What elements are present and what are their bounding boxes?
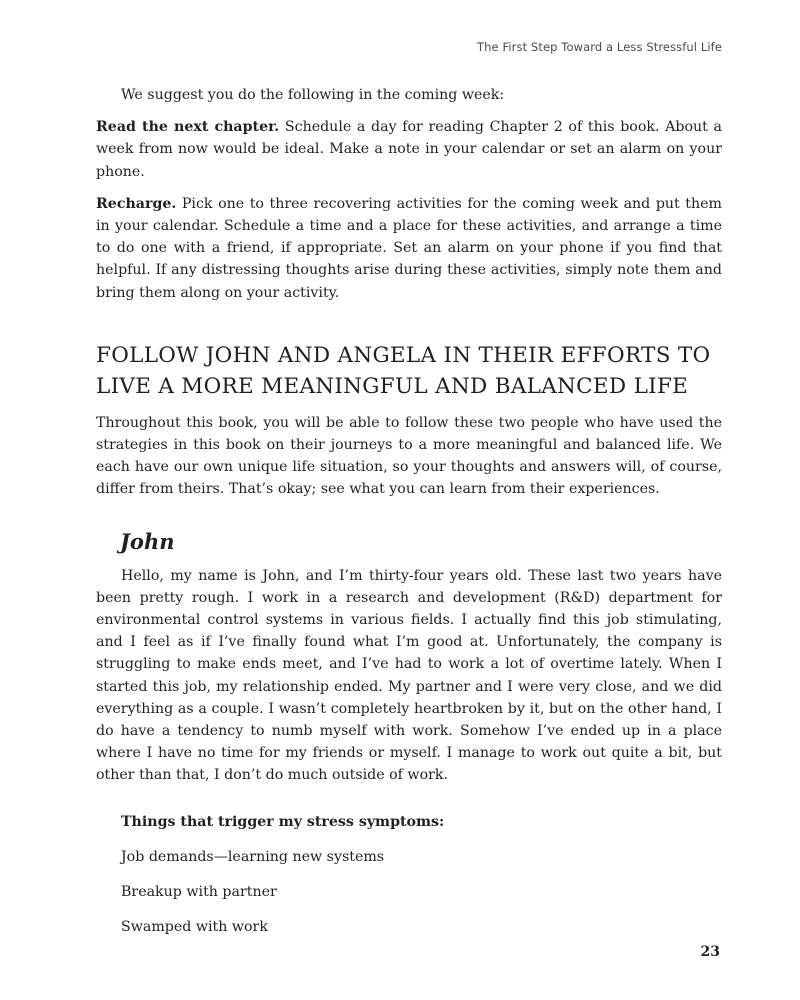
task-text: Schedule a day for reading Chapter 2 of this book. About a week from now would be ideal. Make a note in your calendar or set an alarm on your phone.: [96, 119, 722, 180]
section-heading: [96, 340, 722, 402]
triggers-heading: Things that trigger my stress symptoms:: [121, 813, 445, 830]
task-read-next-chapter: [96, 116, 722, 183]
trigger-item: Breakup with partner: [121, 883, 277, 900]
task-label: Recharge.: [96, 195, 177, 212]
page-number: 23: [700, 944, 720, 960]
section-paragraph: Throughout this book, you will be able to follow these two people who have used the strategies in this book on their journeys to a more meaningful and balanced life. We each have our own unique life situation, so your thoughts and answers will, of course, differ from theirs. That’s okay; see what you can learn from their experiences.: [96, 414, 722, 498]
section-heading-line-1: FOLLOW JOHN AND ANGELA IN THEIR EFFORTS TO: [96, 342, 711, 368]
task-recharge: [96, 193, 722, 304]
trigger-item: Job demands—learning new systems: [121, 848, 385, 865]
trigger-item: Swamped with work: [121, 918, 268, 935]
john-heading: John: [120, 528, 175, 554]
task-text: Pick one to three recovering activities for the coming week and put them in your calendar. Schedule a time and a place for these activities, and arrange a time to do one with a friend, if appropriate. Set an alarm on your phone if you find that helpful. If any distressing thoughts arise during these activities, simply note them and bring them along on your activity.: [96, 195, 722, 301]
page-body: [96, 84, 722, 938]
section-heading-line-2: LIVE A MORE MEANINGFUL AND BALANCED LIFE: [96, 373, 689, 399]
john-paragraph: Hello, my name is John, and I’m thirty-four years old. These last two years have been pretty rough. I work in a research and development (R&D) department for environmental control systems in various fields. I actually find this job stimulating, and I feel as if I’ve finally found what I’m good at. Unfortunately, the company is struggling to make ends meet, and I’ve had to work a lot of overtime lately. When I started this job, my relationship ended. My partner and I were very close, and we did everything as a couple. I wasn’t completely heartbroken by it, but on the other hand, I do have a tendency to numb myself with work. Somehow I’ve ended up in a place where I have no time for my friends or myself. I manage to work out quite a bit, but other than that, I don’t do much outside of work.: [96, 567, 722, 784]
intro-paragraph: We suggest you do the following in the coming week:: [121, 87, 505, 103]
running-head: The First Step Toward a Less Stressful Life: [477, 40, 722, 54]
task-label: Read the next chapter.: [96, 119, 280, 136]
